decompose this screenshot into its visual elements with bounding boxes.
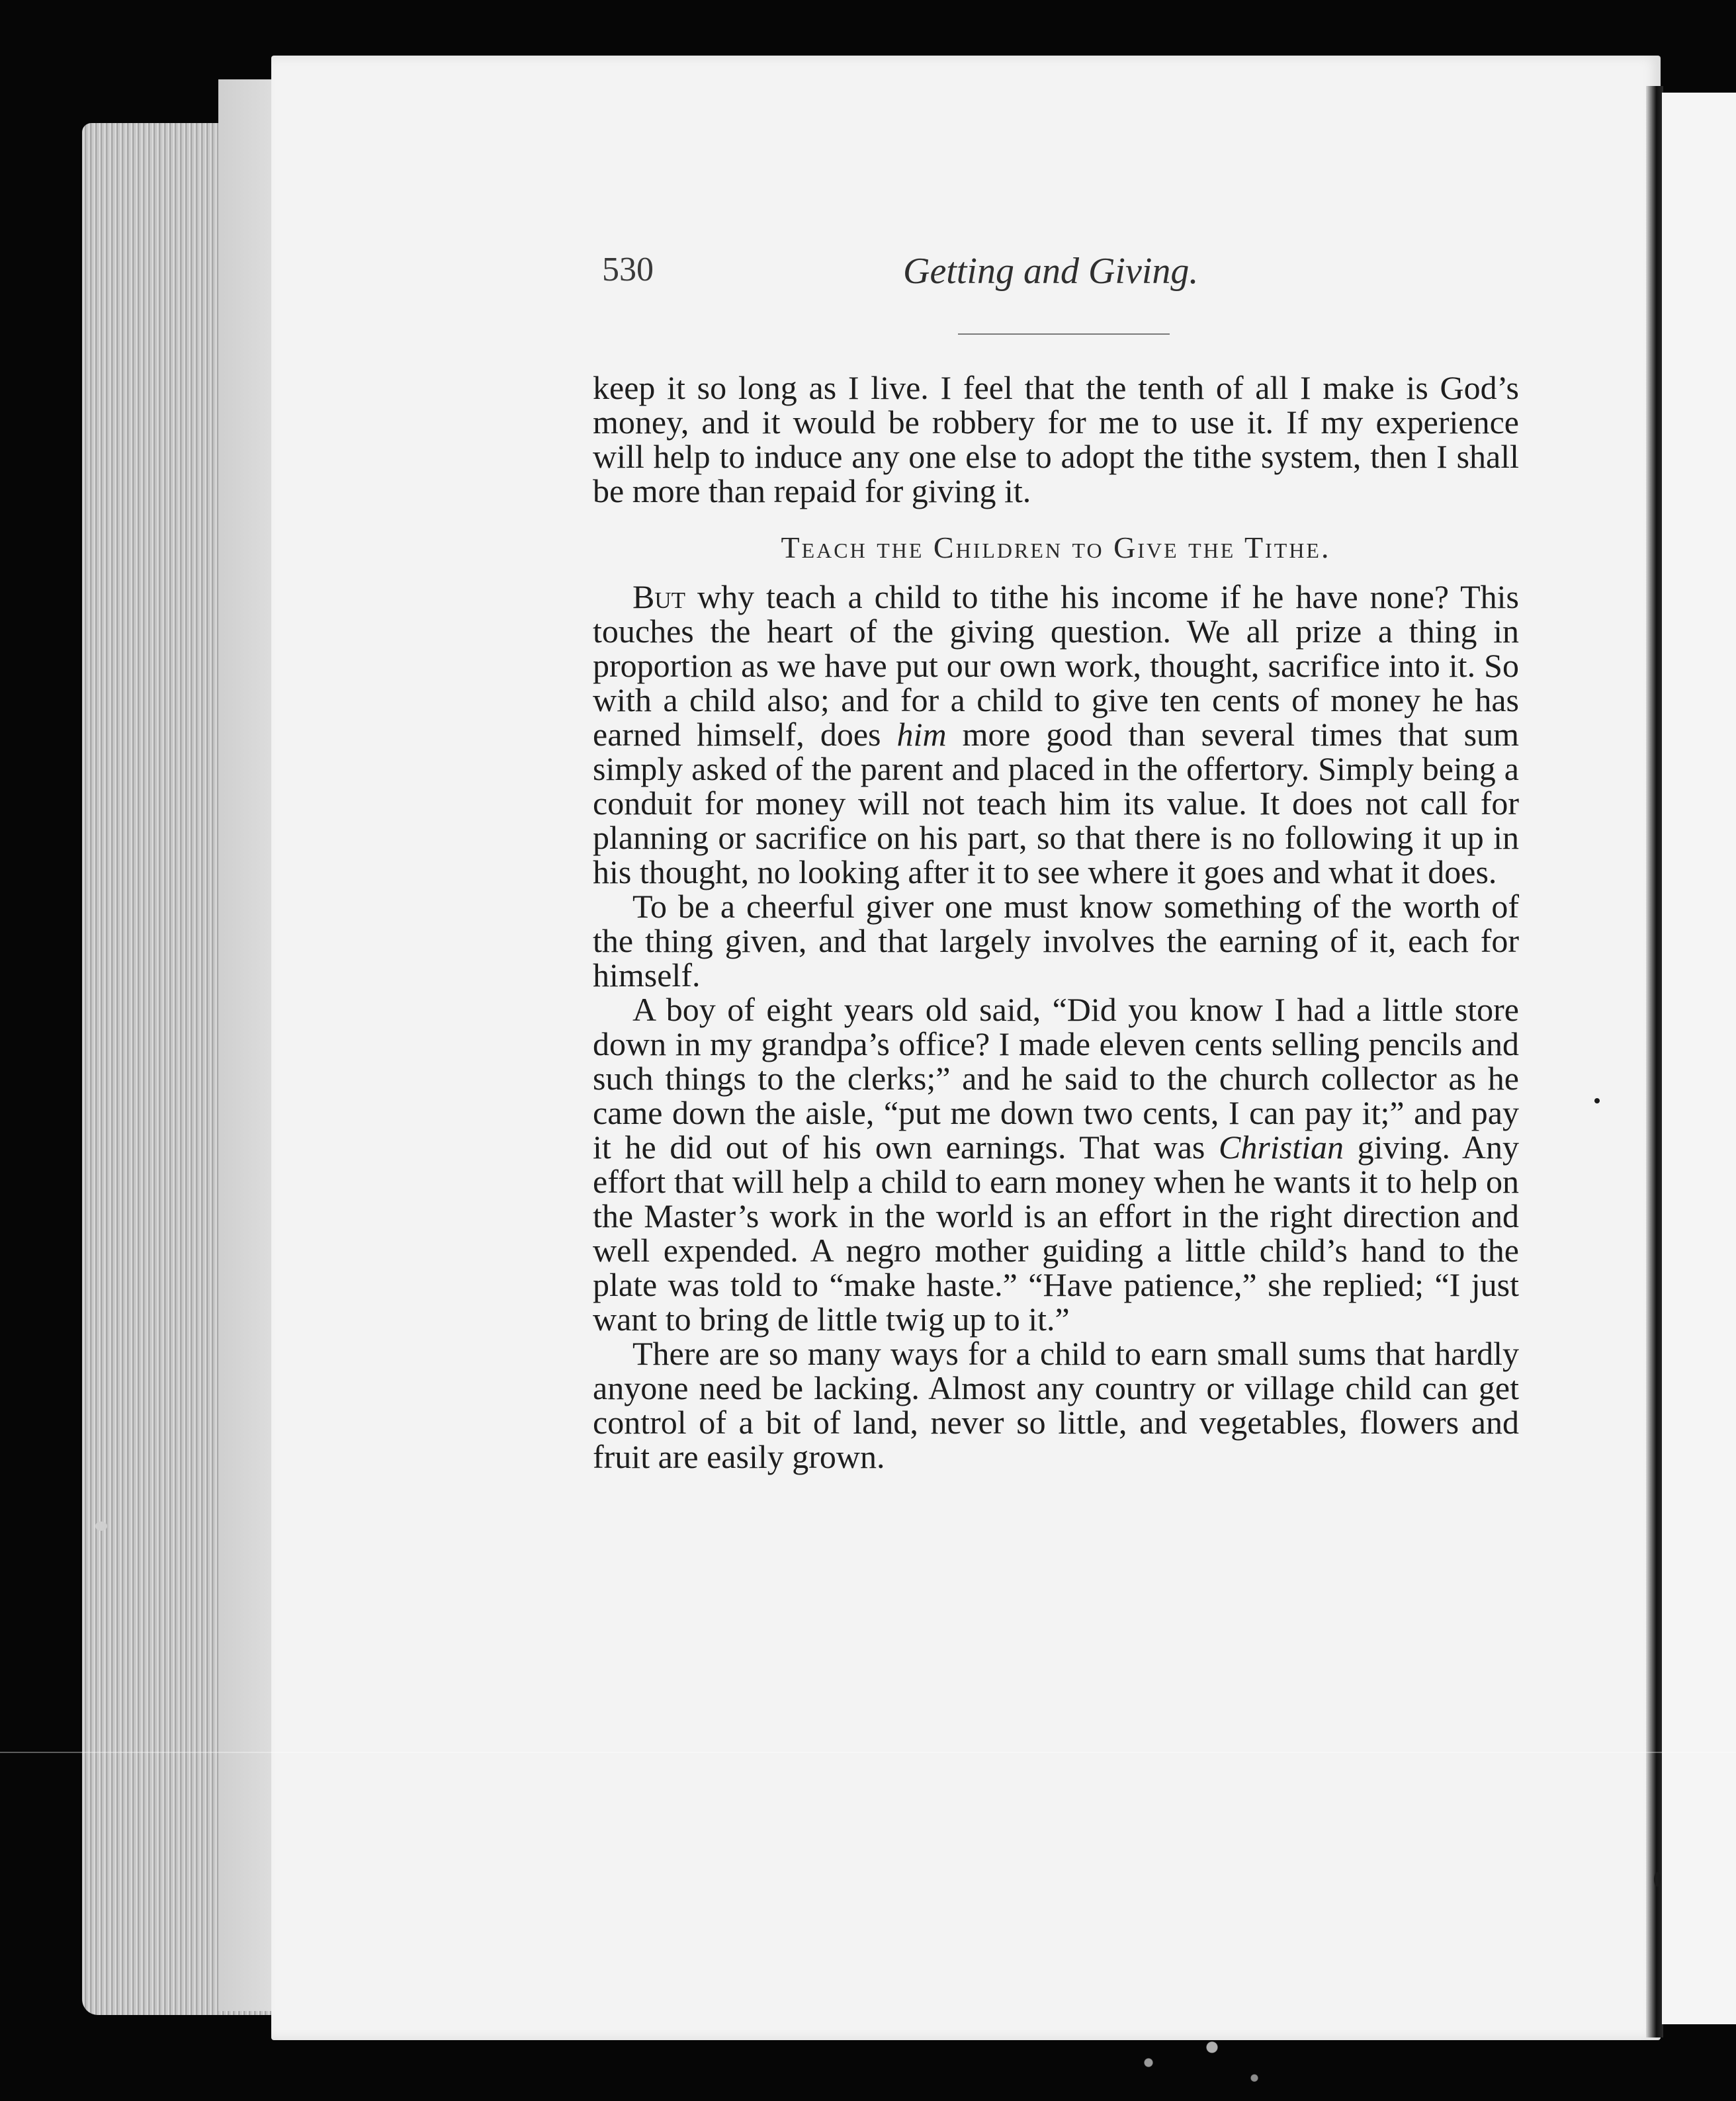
scan-speck bbox=[1594, 1098, 1600, 1103]
scan-noise bbox=[1085, 2024, 1297, 2101]
paragraph-text: more good than several times that sum simply asked of the parent and placed in the offertory. Simply being a conduit for money will not teach him its value. It does not call for planning or sacrifice on his part, so that there is no following it up in his thought, no looking after it to see where it goes and what it does. bbox=[593, 716, 1520, 890]
book-gutter bbox=[1646, 86, 1663, 2037]
scan-speck bbox=[95, 1522, 107, 1531]
paragraph-continuation: keep it so long as I live. I feel that the tenth of all I make is God’s money, and it would be robbery for me to use it. If my experience will help to induce any one else to adopt the tithe system, then I shall be more than repaid for giving it. bbox=[593, 369, 1519, 509]
emphasis-text: Christian bbox=[1219, 1129, 1344, 1166]
paragraph: To be a cheerful giver one must know something of the worth of the thing given, and that largely involves the earning of it, each for himself. bbox=[593, 888, 1519, 994]
page-body bbox=[593, 370, 1519, 1474]
page-header bbox=[602, 245, 1502, 304]
running-title: Getting and Giving. bbox=[903, 251, 1199, 292]
scan-speck bbox=[1654, 1872, 1661, 1887]
paragraph bbox=[593, 992, 1519, 1336]
scan-line-artifact bbox=[0, 1752, 1736, 1753]
paragraph: There are so many ways for a child to earn small sums that hardly anyone need be lacking. Almost any country or village child can get control of a bit of land, never so little, and vegetables, flowers and fruit are easily grown. bbox=[593, 1335, 1519, 1475]
facing-page-sliver bbox=[1662, 93, 1736, 2024]
paragraph-text: giving. Any effort that will help a child to earn money when he wants it to help on the Master’s work in the world is an effort in the right direction and well expended. A negro mother guiding a little child’s hand to the plate was told to “make haste.” “Have patience,” she replied; “I just want to bring de little twig up to it.” bbox=[593, 1129, 1519, 1338]
paragraph-text: why teach a child to tithe his income if he have none? This touches the heart of the giving question. We all prize a thing in proportion as we have put our own work, thought, sacrifice into it. So with a child also; and for a child to give ten cents of money he has earned himself, does bbox=[593, 578, 1519, 753]
page-number: 530 bbox=[602, 251, 654, 288]
header-rule bbox=[958, 333, 1170, 335]
paragraph-lead-word: But bbox=[632, 578, 686, 615]
emphasis-text: him bbox=[896, 716, 947, 753]
paragraph-text: A boy of eight years old said, “Did you know I had a little store down in my grandpa’s office? I made eleven cents selling pencils and such things to the clerks;” and he said to the church collector as he came down the aisle, “put me down two cents, I can pay it;” and pay it he did out of his own earnings. That was bbox=[593, 991, 1519, 1166]
paragraph bbox=[593, 579, 1519, 889]
section-heading: Teach the Children to Give the Tithe. bbox=[781, 531, 1331, 564]
